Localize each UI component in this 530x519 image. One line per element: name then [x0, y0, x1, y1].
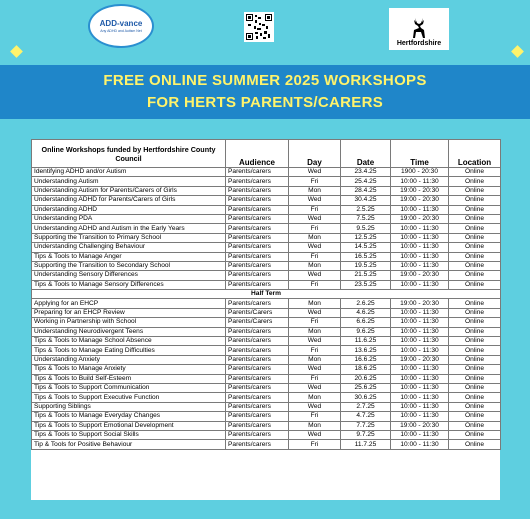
decor-diamond-left — [10, 45, 23, 58]
workshop-name-cell: Tips & Tools to Manage School Absence — [32, 337, 226, 346]
audience-cell: Parents/carers — [226, 383, 289, 392]
location-cell: Online — [449, 261, 501, 270]
table-row — [32, 393, 501, 402]
day-cell: Mon — [289, 355, 341, 364]
day-cell: Wed — [289, 430, 341, 439]
workshop-name-cell: Identifying ADHD and/or Autism — [32, 168, 226, 177]
table-row — [32, 205, 501, 214]
time-cell: 10:00 - 11:30 — [391, 440, 449, 449]
day-cell: Fri — [289, 177, 341, 186]
date-cell: 23.4.25 — [341, 168, 391, 177]
half-term-label: Half Term — [32, 290, 501, 299]
table-row — [32, 168, 501, 177]
audience-cell: Parents/Carers — [226, 318, 289, 327]
workshop-name-cell: Working in Partnership with School — [32, 318, 226, 327]
location-cell: Online — [449, 318, 501, 327]
day-cell: Fri — [289, 205, 341, 214]
workshop-name-cell: Tips & Tools to Support Emotional Development — [32, 421, 226, 430]
time-cell: 10:00 - 11:30 — [391, 402, 449, 411]
audience-cell: Parents/carers — [226, 196, 289, 205]
workshop-table — [31, 139, 501, 450]
day-cell: Fri — [289, 280, 341, 289]
day-cell: Wed — [289, 383, 341, 392]
table-row — [32, 271, 501, 280]
header-day: Day — [289, 140, 341, 168]
location-cell: Online — [449, 374, 501, 383]
date-cell: 28.4.25 — [341, 186, 391, 195]
decor-diamond-right — [511, 45, 524, 58]
addvance-logo-name: ADD-vance — [99, 19, 143, 28]
workshop-name-cell: Supporting the Transition to Primary School — [32, 233, 226, 242]
time-cell: 10:00 - 11:30 — [391, 205, 449, 214]
time-cell: 10:00 - 11:30 — [391, 224, 449, 233]
location-cell: Online — [449, 383, 501, 392]
addvance-logo-tagline: Any ADHD and Autism Net — [100, 29, 142, 33]
workshop-name-cell: Understanding Sensory Differences — [32, 271, 226, 280]
time-cell: 10:00 - 11:30 — [391, 177, 449, 186]
audience-cell: Parents/carers — [226, 205, 289, 214]
audience-cell: Parents/carers — [226, 177, 289, 186]
day-cell: Fri — [289, 318, 341, 327]
table-row — [32, 243, 501, 252]
half-term-row — [32, 290, 501, 299]
day-cell: Fri — [289, 412, 341, 421]
audience-cell: Parents/Carers — [226, 308, 289, 317]
date-cell: 7.7.25 — [341, 421, 391, 430]
day-cell: Wed — [289, 308, 341, 317]
table-row — [32, 299, 501, 308]
workshop-name-cell: Tips & Tools to Manage Eating Difficulties — [32, 346, 226, 355]
audience-cell: Parents/carers — [226, 168, 289, 177]
day-cell: Fri — [289, 346, 341, 355]
workshop-name-cell: Tips & Tools to Manage Sensory Differences — [32, 280, 226, 289]
location-cell: Online — [449, 271, 501, 280]
location-cell: Online — [449, 243, 501, 252]
workshop-name-cell: Understanding Autism for Parents/Carers of Girls — [32, 186, 226, 195]
table-row — [32, 402, 501, 411]
date-cell: 25.6.25 — [341, 383, 391, 392]
day-cell: Mon — [289, 261, 341, 270]
table-row — [32, 186, 501, 195]
table-row — [32, 177, 501, 186]
date-cell: 20.6.25 — [341, 374, 391, 383]
time-cell: 19:00 - 20:30 — [391, 186, 449, 195]
table-row — [32, 233, 501, 242]
location-cell: Online — [449, 393, 501, 402]
date-cell: 2.7.25 — [341, 402, 391, 411]
date-cell: 21.5.25 — [341, 271, 391, 280]
workshop-name-cell: Understanding Neurodivergent Teens — [32, 327, 226, 336]
day-cell: Wed — [289, 214, 341, 223]
time-cell: 10:00 - 11:30 — [391, 412, 449, 421]
table-row — [32, 337, 501, 346]
location-cell: Online — [449, 355, 501, 364]
time-cell: 19:00 - 20:30 — [391, 421, 449, 430]
time-cell: 1900 - 20:30 — [391, 168, 449, 177]
date-cell: 9.6.25 — [341, 327, 391, 336]
date-cell: 30.4.25 — [341, 196, 391, 205]
location-cell: Online — [449, 252, 501, 261]
time-cell: 10:00 - 11:30 — [391, 280, 449, 289]
audience-cell: Parents/carers — [226, 412, 289, 421]
date-cell: 25.4.25 — [341, 177, 391, 186]
workshop-name-cell: Tips & Tools to Manage Everyday Changes — [32, 412, 226, 421]
location-cell: Online — [449, 365, 501, 374]
time-cell: 19:00 - 20:30 — [391, 299, 449, 308]
location-cell: Online — [449, 205, 501, 214]
time-cell: 10:00 - 11:30 — [391, 252, 449, 261]
date-cell: 7.5.25 — [341, 214, 391, 223]
table-row — [32, 440, 501, 449]
audience-cell: Parents/carers — [226, 374, 289, 383]
audience-cell: Parents/carers — [226, 430, 289, 439]
workshop-name-cell: Supporting Siblings — [32, 402, 226, 411]
time-cell: 10:00 - 11:30 — [391, 318, 449, 327]
time-cell: 10:00 - 11:30 — [391, 383, 449, 392]
audience-cell: Parents/carers — [226, 271, 289, 280]
location-cell: Online — [449, 224, 501, 233]
location-cell: Online — [449, 402, 501, 411]
audience-cell: Parents/carers — [226, 402, 289, 411]
location-cell: Online — [449, 186, 501, 195]
day-cell: Wed — [289, 365, 341, 374]
location-cell: Online — [449, 177, 501, 186]
date-cell: 11.6.25 — [341, 337, 391, 346]
audience-cell: Parents/carers — [226, 214, 289, 223]
header-location: Location — [449, 140, 501, 168]
day-cell: Mon — [289, 421, 341, 430]
day-cell: Wed — [289, 271, 341, 280]
header-date: Date — [341, 140, 391, 168]
workshop-name-cell: Understanding ADHD and Autism in the Early Years — [32, 224, 226, 233]
table-row — [32, 196, 501, 205]
location-cell: Online — [449, 440, 501, 449]
audience-cell: Parents/carers — [226, 261, 289, 270]
location-cell: Online — [449, 412, 501, 421]
audience-cell: Parents/carers — [226, 233, 289, 242]
audience-cell: Parents/carers — [226, 337, 289, 346]
hart-deer-icon — [406, 16, 432, 40]
day-cell: Wed — [289, 196, 341, 205]
day-cell: Fri — [289, 440, 341, 449]
day-cell: Fri — [289, 374, 341, 383]
workshop-name-cell: Understanding ADHD — [32, 205, 226, 214]
table-row — [32, 327, 501, 336]
date-cell: 18.6.25 — [341, 365, 391, 374]
date-cell: 9.7.25 — [341, 430, 391, 439]
workshop-name-cell: Understanding Anxiety — [32, 355, 226, 364]
table-row — [32, 252, 501, 261]
time-cell: 10:00 - 11:30 — [391, 243, 449, 252]
audience-cell: Parents/carers — [226, 280, 289, 289]
date-cell: 9.5.25 — [341, 224, 391, 233]
audience-cell: Parents/carers — [226, 355, 289, 364]
time-cell: 19:00 - 20:30 — [391, 271, 449, 280]
date-cell: 13.6.25 — [341, 346, 391, 355]
table-row — [32, 214, 501, 223]
day-cell: Mon — [289, 393, 341, 402]
day-cell: Fri — [289, 252, 341, 261]
location-cell: Online — [449, 280, 501, 289]
date-cell: 2.5.25 — [341, 205, 391, 214]
time-cell: 19:00 - 20:30 — [391, 214, 449, 223]
hertfordshire-logo — [389, 8, 449, 50]
day-cell: Wed — [289, 243, 341, 252]
time-cell: 10:00 - 11:30 — [391, 233, 449, 242]
workshop-name-cell: Understanding Challenging Behaviour — [32, 243, 226, 252]
time-cell: 10:00 - 11:30 — [391, 327, 449, 336]
date-cell: 23.5.25 — [341, 280, 391, 289]
workshop-name-cell: Tips & Tools to Build Self-Esteem — [32, 374, 226, 383]
date-cell: 14.5.25 — [341, 243, 391, 252]
date-cell: 16.5.25 — [341, 252, 391, 261]
workshop-name-cell: Preparing for an EHCP Review — [32, 308, 226, 317]
workshop-table-container — [31, 139, 500, 500]
location-cell: Online — [449, 421, 501, 430]
workshop-name-cell: Tips & Tools to Support Communication — [32, 383, 226, 392]
day-cell: Mon — [289, 299, 341, 308]
location-cell: Online — [449, 233, 501, 242]
header-workshop: Online Workshops funded by Hertfordshire County Council — [32, 140, 226, 168]
audience-cell: Parents/carers — [226, 440, 289, 449]
title-banner — [0, 65, 530, 119]
day-cell: Fri — [289, 224, 341, 233]
audience-cell: Parents/carers — [226, 186, 289, 195]
workshop-name-cell: Supporting the Transition to Secondary School — [32, 261, 226, 270]
time-cell: 10:00 - 11:30 — [391, 346, 449, 355]
date-cell: 4.7.25 — [341, 412, 391, 421]
time-cell: 19:00 - 20:30 — [391, 196, 449, 205]
table-row — [32, 224, 501, 233]
location-cell: Online — [449, 196, 501, 205]
location-cell: Online — [449, 299, 501, 308]
date-cell: 6.6.25 — [341, 318, 391, 327]
date-cell: 19.5.25 — [341, 261, 391, 270]
table-row — [32, 374, 501, 383]
date-cell: 12.5.25 — [341, 233, 391, 242]
header-audience: Audience — [226, 140, 289, 168]
audience-cell: Parents/carers — [226, 346, 289, 355]
day-cell: Mon — [289, 186, 341, 195]
date-cell: 2.6.25 — [341, 299, 391, 308]
day-cell: Mon — [289, 233, 341, 242]
day-cell: Wed — [289, 168, 341, 177]
header-time: Time — [391, 140, 449, 168]
workshop-name-cell: Tips & Tools to Support Social Skills — [32, 430, 226, 439]
workshop-name-cell: Tips & Tools to Manage Anger — [32, 252, 226, 261]
table-row — [32, 383, 501, 392]
table-row — [32, 346, 501, 355]
workshop-name-cell: Tip & Tools for Positive Behaviour — [32, 440, 226, 449]
location-cell: Online — [449, 430, 501, 439]
table-row — [32, 412, 501, 421]
table-row — [32, 280, 501, 289]
location-cell: Online — [449, 327, 501, 336]
date-cell: 4.6.25 — [341, 308, 391, 317]
table-header-row — [32, 140, 501, 168]
table-row — [32, 365, 501, 374]
workshop-name-cell: Understanding PDA — [32, 214, 226, 223]
time-cell: 10:00 - 11:30 — [391, 374, 449, 383]
location-cell: Online — [449, 346, 501, 355]
table-row — [32, 318, 501, 327]
banner-title-line2: FOR HERTS PARENTS/CARERS — [146, 94, 384, 111]
banner-title-line1: FREE ONLINE SUMMER 2025 WORKSHOPS — [103, 72, 427, 89]
time-cell: 19:00 - 20:30 — [391, 355, 449, 364]
table-row — [32, 261, 501, 270]
date-cell: 11.7.25 — [341, 440, 391, 449]
time-cell: 10:00 - 11:30 — [391, 393, 449, 402]
day-cell: Wed — [289, 337, 341, 346]
audience-cell: Parents/carers — [226, 243, 289, 252]
time-cell: 10:00 - 11:30 — [391, 337, 449, 346]
qr-code-icon — [244, 12, 274, 42]
workshop-name-cell: Tips & Tools to Support Executive Function — [32, 393, 226, 402]
workshop-name-cell: Applying for an EHCP — [32, 299, 226, 308]
audience-cell: Parents/carers — [226, 252, 289, 261]
location-cell: Online — [449, 337, 501, 346]
audience-cell: Parents/carers — [226, 421, 289, 430]
workshop-name-cell: Tips & Tools to Manage Anxiety — [32, 365, 226, 374]
table-row — [32, 308, 501, 317]
table-row — [32, 430, 501, 439]
time-cell: 10:00 - 11:30 — [391, 261, 449, 270]
hertfordshire-logo-text: Hertfordshire — [396, 40, 442, 47]
date-cell: 16.6.25 — [341, 355, 391, 364]
day-cell: Wed — [289, 402, 341, 411]
audience-cell: Parents/carers — [226, 299, 289, 308]
addvance-logo — [88, 4, 154, 48]
location-cell: Online — [449, 308, 501, 317]
audience-cell: Parents/carers — [226, 365, 289, 374]
date-cell: 30.6.25 — [341, 393, 391, 402]
audience-cell: Parents/carers — [226, 224, 289, 233]
time-cell: 10:00 - 11:30 — [391, 308, 449, 317]
workshop-name-cell: Understanding Autism — [32, 177, 226, 186]
time-cell: 10:00 - 11:30 — [391, 365, 449, 374]
time-cell: 10:00 - 11:30 — [391, 430, 449, 439]
table-row — [32, 355, 501, 364]
location-cell: Online — [449, 214, 501, 223]
audience-cell: Parents/carers — [226, 393, 289, 402]
audience-cell: Parents/carers — [226, 327, 289, 336]
table-row — [32, 421, 501, 430]
location-cell: Online — [449, 168, 501, 177]
day-cell: Mon — [289, 327, 341, 336]
workshop-name-cell: Understanding ADHD for Parents/Carers of Girls — [32, 196, 226, 205]
